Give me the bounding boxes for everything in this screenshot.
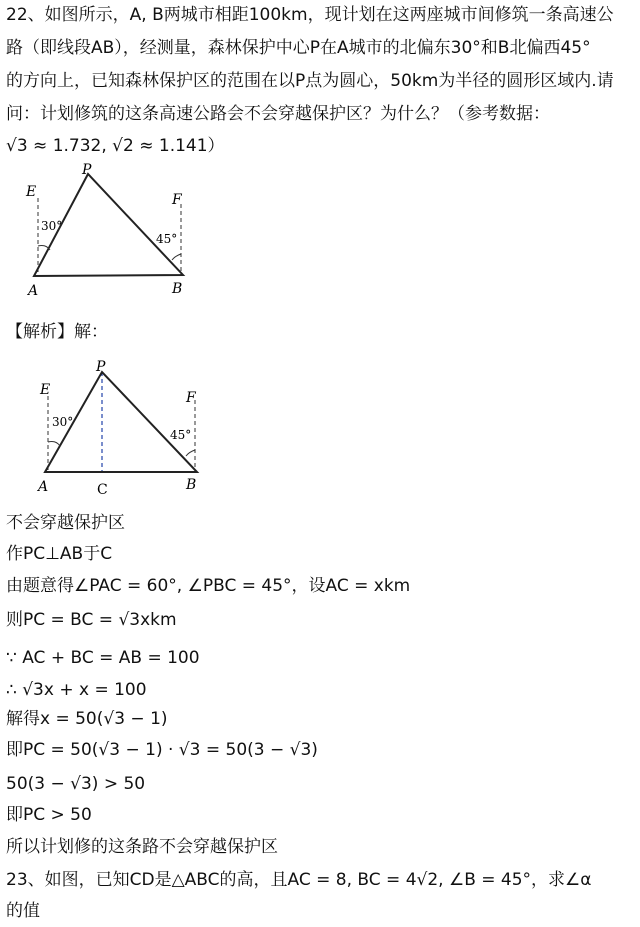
solution-step-8: 即PC = 50(√3 − 1) · √3 = 50(3 − √3) <box>6 740 318 760</box>
problem-22-line-1: 22、如图所示，A, B两城市相距100km，现计划在这两座城市间修筑一条高速公 <box>6 5 614 25</box>
fig1-angle-45: 45° <box>156 232 178 246</box>
solution-step-11: 所以计划修的这条路不会穿越保护区 <box>6 837 278 857</box>
fig2-label-C: C <box>97 482 108 498</box>
solution-figure <box>30 358 210 498</box>
problem-23-line-1: 23、如图，已知CD是△ABC的高，且AC = 8, BC = 4√2, ∠B = 45°，求∠α <box>6 870 592 890</box>
fig1-label-A: A <box>28 283 39 299</box>
solution-step-7: 解得x = 50(√3 − 1) <box>6 709 168 729</box>
fig1-label-P: P <box>82 162 92 178</box>
fig2-label-B: B <box>186 477 197 493</box>
solution-step-4: 则PC = BC = √3xkm <box>6 610 177 630</box>
fig1-angle-30: 30° <box>41 219 63 233</box>
solution-step-5: ∵ AC + BC = AB = 100 <box>6 648 200 668</box>
fig2-angle-45: 45° <box>170 428 192 442</box>
fig2-angle-30: 30° <box>52 415 74 429</box>
problem-22-line-3: 的方向上，已知森林保护区的范围在以P点为圆心，50km为半径的圆形区域内.请 <box>6 71 614 91</box>
solution-step-6: ∴ √3x + x = 100 <box>6 680 147 700</box>
fig2-label-A: A <box>38 479 49 495</box>
solution-step-3: 由题意得∠PAC = 60°, ∠PBC = 45°，设AC = xkm <box>6 576 411 596</box>
solution-step-9: 50(3 − √3) > 50 <box>6 774 146 794</box>
fig1-label-B: B <box>172 281 183 297</box>
solution-step-2: 作PC⊥AB于C <box>6 544 113 564</box>
problem-22-line-2: 路（即线段AB），经测量，森林保护中心P在A城市的北偏东30°和B北偏西45° <box>6 38 591 58</box>
fig2-label-F: F <box>186 390 196 406</box>
solution-step-1: 不会穿越保护区 <box>6 513 125 533</box>
problem-22-line-5: √3 ≈ 1.732, √2 ≈ 1.141） <box>6 136 225 156</box>
fig2-label-P: P <box>96 359 106 375</box>
problem-22-figure <box>20 162 200 302</box>
solution-step-10: 即PC > 50 <box>6 805 92 825</box>
problem-22-line-4: 问：计划修筑的这条高速公路会不会穿越保护区？为什么？（参考数据： <box>6 104 550 124</box>
fig1-label-F: F <box>172 192 182 208</box>
solution-header: 【解析】解： <box>6 322 108 342</box>
problem-23-line-2: 的值 <box>6 901 40 921</box>
fig1-label-E: E <box>26 184 37 200</box>
fig2-label-E: E <box>40 382 51 398</box>
